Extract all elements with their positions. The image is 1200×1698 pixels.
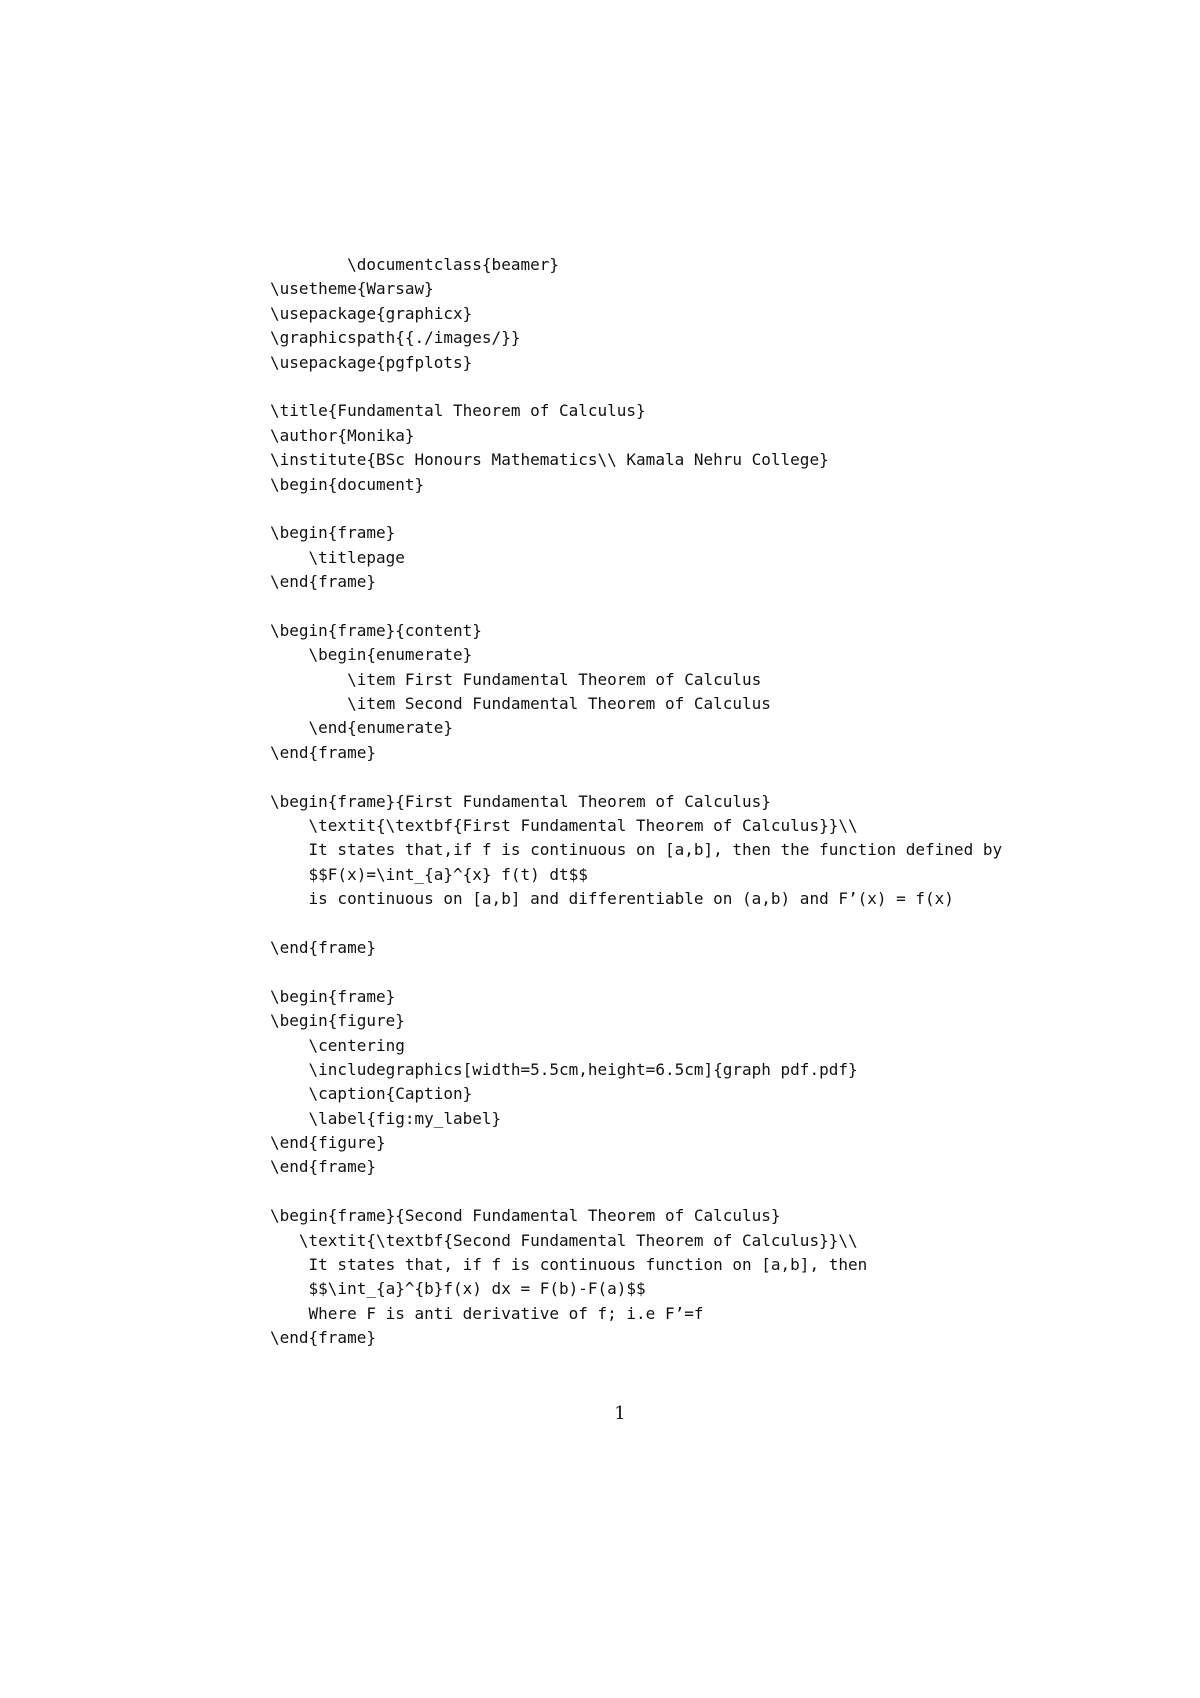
code-line: \includegraphics[width=5.5cm,height=6.5cm]{graph pdf.pdf} bbox=[270, 1059, 858, 1079]
code-line bbox=[270, 594, 1002, 618]
code-line: \item First Fundamental Theorem of Calculus bbox=[270, 669, 762, 689]
code-line: \end{frame} bbox=[270, 742, 376, 762]
code-line: It states that, if f is continuous function on [a,b], then bbox=[270, 1255, 868, 1275]
code-line bbox=[270, 1180, 1002, 1204]
code-line: \end{frame} bbox=[270, 1328, 376, 1348]
code-line: \textit{\textbf{First Fundamental Theorem of Calculus}}\\ bbox=[270, 815, 858, 835]
code-line bbox=[270, 960, 1002, 984]
code-line: \begin{frame}{First Fundamental Theorem of Calculus} bbox=[270, 791, 771, 811]
code-line: $$F(x)=\int_{a}^{x} f(t) dt$$ bbox=[270, 864, 588, 884]
code-line bbox=[270, 912, 1002, 936]
code-line: \titlepage bbox=[270, 547, 405, 567]
code-line: \graphicspath{{./images/}} bbox=[270, 328, 521, 348]
page-number: 1 bbox=[614, 1403, 626, 1424]
code-line: \usepackage{graphicx} bbox=[270, 303, 473, 323]
code-line: \end{frame} bbox=[270, 572, 376, 592]
code-line: \institute{BSc Honours Mathematics\\ Kamala Nehru College} bbox=[270, 450, 829, 470]
code-line: \begin{frame} bbox=[270, 986, 396, 1006]
code-line: \centering bbox=[270, 1035, 405, 1055]
code-line: \item Second Fundamental Theorem of Calculus bbox=[270, 694, 771, 714]
code-line: Where F is anti derivative of f; i.e F’=f bbox=[270, 1303, 704, 1323]
code-line: \begin{frame}{content} bbox=[270, 620, 482, 640]
code-line: \begin{frame}{Second Fundamental Theorem of Calculus} bbox=[270, 1206, 781, 1226]
code-line: \usetheme{Warsaw} bbox=[270, 279, 434, 299]
code-line: \title{Fundamental Theorem of Calculus} bbox=[270, 401, 646, 421]
code-line: \usepackage{pgfplots} bbox=[270, 352, 473, 372]
code-line: \begin{enumerate} bbox=[270, 645, 473, 665]
code-line: \begin{frame} bbox=[270, 523, 396, 543]
code-line: \end{figure} bbox=[270, 1133, 386, 1153]
code-line bbox=[270, 765, 1002, 789]
code-line: \begin{document} bbox=[270, 474, 425, 494]
code-line: is continuous on [a,b] and differentiable on (a,b) and F’(x) = f(x) bbox=[270, 889, 954, 909]
code-line: \end{frame} bbox=[270, 1157, 376, 1177]
code-line: \documentclass{beamer} bbox=[270, 255, 559, 274]
code-line: \author{Monika} bbox=[270, 425, 415, 445]
code-line: It states that,if f is continuous on [a,b], then the function defined by bbox=[270, 840, 1003, 860]
code-line bbox=[270, 375, 1002, 399]
code-line: $$\int_{a}^{b}f(x) dx = F(b)-F(a)$$ bbox=[270, 1279, 646, 1299]
code-line: \begin{figure} bbox=[270, 1011, 405, 1031]
code-line: \end{frame} bbox=[270, 937, 376, 957]
latex-source-listing bbox=[270, 253, 1002, 1351]
code-line bbox=[270, 497, 1002, 521]
code-line: \end{enumerate} bbox=[270, 718, 454, 738]
code-line: \label{fig:my_label} bbox=[270, 1108, 502, 1128]
code-line: \textit{\textbf{Second Fundamental Theorem of Calculus}}\\ bbox=[270, 1230, 858, 1250]
code-line: \caption{Caption} bbox=[270, 1084, 473, 1104]
